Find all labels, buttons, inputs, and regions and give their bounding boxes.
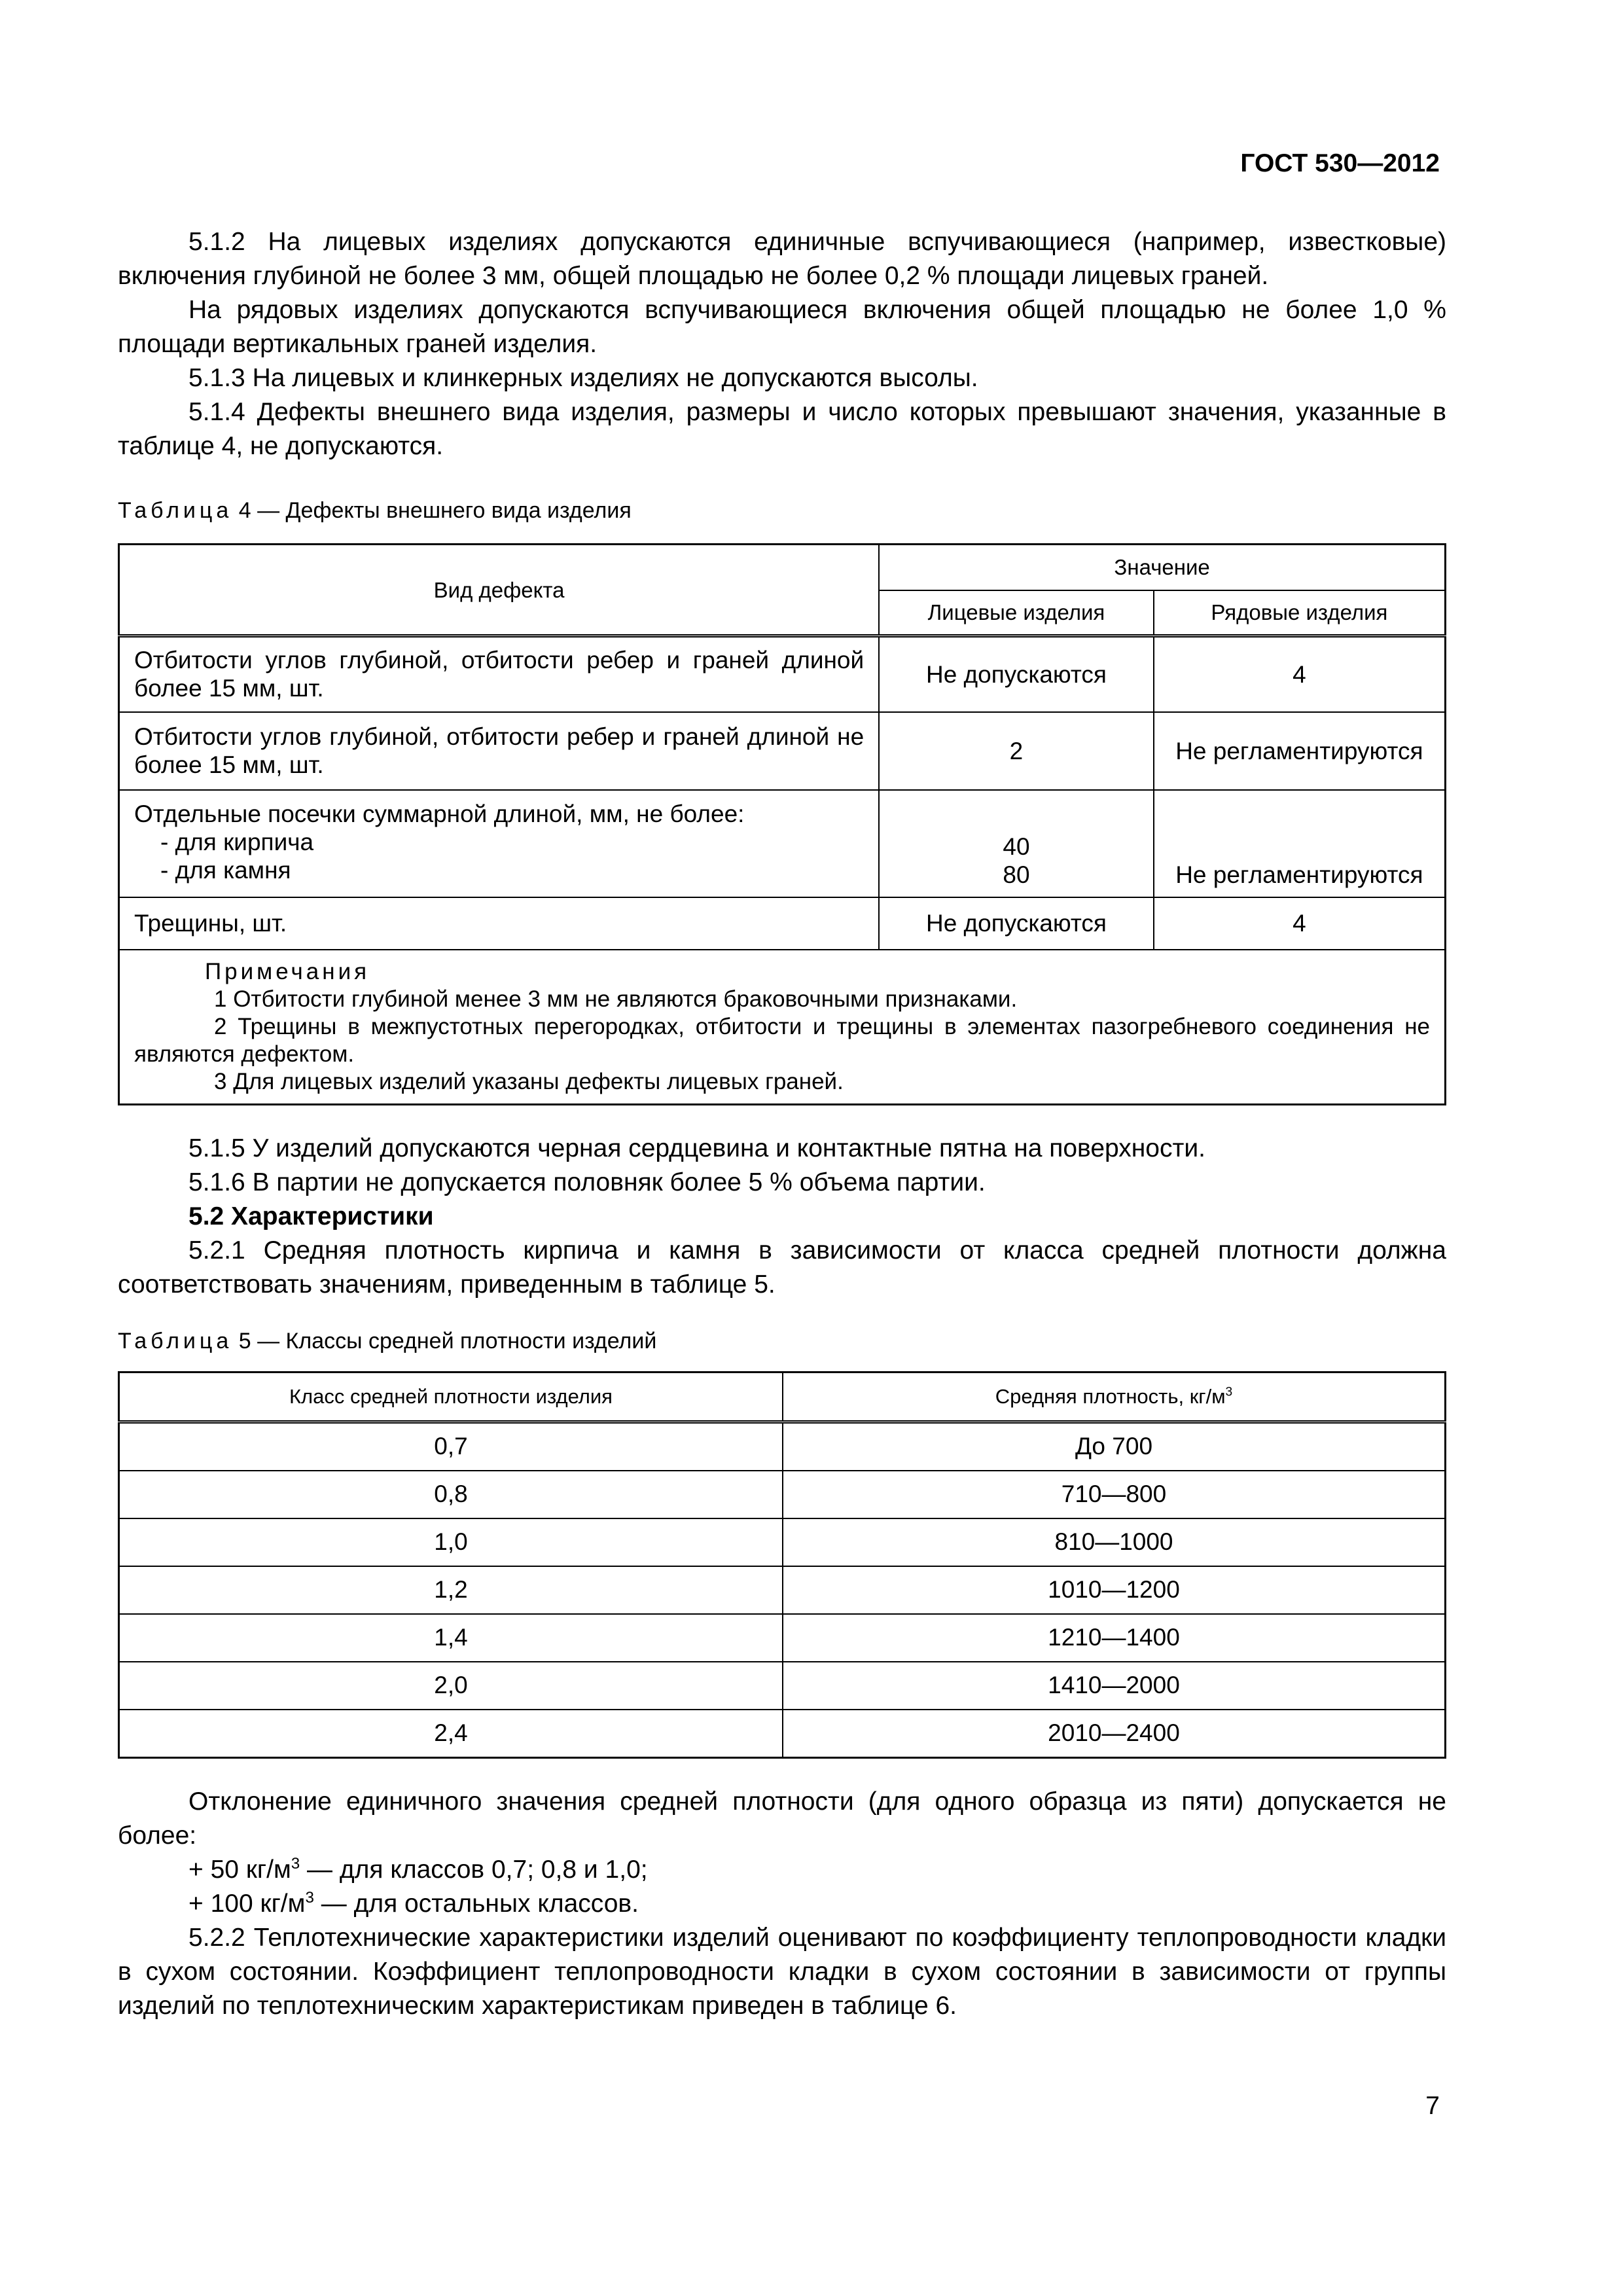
density-class-cell: 2,0	[119, 1662, 783, 1710]
table-4-caption	[118, 496, 1446, 525]
table-row	[119, 1471, 1446, 1518]
deviation-2-value: + 100 кг/м	[188, 1889, 306, 1918]
deviation-2-sup: 3	[305, 1888, 314, 1907]
table-4-caption-word: Таблица	[118, 498, 233, 523]
table-row	[119, 1566, 1446, 1614]
density-class-cell: 1,4	[119, 1614, 783, 1662]
deviation-item-1	[118, 1853, 1446, 1887]
paragraph-deviation: Отклонение единичного значения средней плотности (для одного образца из пяти) допускается не более:	[118, 1787, 1446, 1850]
table-row	[119, 1710, 1446, 1758]
document-code: ГОСТ 530—2012	[1240, 149, 1440, 177]
paragraph-5-1-3: 5.1.3 На лицевых и клинкерных изделиях не допускаются высолы.	[188, 364, 978, 392]
page-number: 7	[1425, 2092, 1440, 2120]
density-value-cell: 1210—1400	[783, 1614, 1446, 1662]
density-value-cell: 2010—2400	[783, 1710, 1446, 1758]
density-class-cell: 0,7	[119, 1422, 783, 1471]
deviation-1-value: + 50 кг/м	[188, 1855, 291, 1884]
table-row	[119, 1614, 1446, 1662]
deviation-1-sup: 3	[291, 1854, 300, 1873]
density-value-cell: До 700	[783, 1422, 1446, 1471]
table-row	[119, 712, 1446, 790]
table-row	[119, 1422, 1446, 1471]
paragraph-5-1-4: 5.1.4 Дефекты внешнего вида изделия, размеры и число которых превышают значения, указанные в таблице 4, не допускаются.	[118, 398, 1446, 460]
header-ordinary-products: Рядовые изделия	[1154, 590, 1446, 636]
table-5-density-classes	[118, 1371, 1446, 1759]
table-notes-row	[119, 950, 1446, 1105]
defect-description	[119, 790, 880, 897]
ordinary-value: 4	[1154, 636, 1446, 712]
note-2: 2 Трещины в межпустотных перегородках, отбитости и трещины в элементах пазогребневого соединения не являются дефектом.	[134, 1013, 1430, 1067]
table-notes	[119, 950, 1446, 1105]
face-value: Не допускаются	[879, 897, 1154, 950]
ordinary-value: Не регламентируются	[1154, 790, 1446, 897]
table-header-row	[119, 1372, 1446, 1422]
face-value: Не допускаются	[879, 636, 1154, 712]
notch-brick-value: 40	[1003, 833, 1030, 860]
table-4-defects	[118, 543, 1446, 1105]
header-density-class: Класс средней плотности изделия	[119, 1372, 783, 1422]
defect-description: Отбитости углов глубиной, отбитости ребер и граней длиной более 15 мм, шт.	[119, 636, 880, 712]
table-5-caption-word: Таблица	[118, 1328, 233, 1354]
table-4-caption-text: 4 — Дефекты внешнего вида изделия	[232, 498, 632, 523]
notes-title: Примечания	[205, 958, 370, 984]
table-5-caption-text: 5 — Классы средней плотности изделий	[232, 1328, 657, 1354]
header-defect-type: Вид дефекта	[119, 545, 880, 636]
table-row	[119, 1662, 1446, 1710]
header-average-density	[783, 1372, 1446, 1422]
notch-description: Отдельные посечки суммарной длиной, мм, не более:	[134, 800, 745, 827]
density-class-cell: 1,2	[119, 1566, 783, 1614]
note-1: 1 Отбитости глубиной менее 3 мм не являются браковочными признаками.	[214, 986, 1018, 1012]
defect-description: Отбитости углов глубиной, отбитости ребер и граней длиной не более 15 мм, шт.	[119, 712, 880, 790]
header-average-density-sup: 3	[1225, 1385, 1233, 1399]
density-value-cell: 810—1000	[783, 1518, 1446, 1566]
table-row	[119, 790, 1446, 897]
deviation-2-text: — для остальных классов.	[313, 1889, 639, 1918]
defect-description: Трещины, шт.	[119, 897, 880, 950]
face-value: 2	[879, 712, 1154, 790]
ordinary-value: 4	[1154, 897, 1446, 950]
deviation-item-2	[118, 1887, 1446, 1921]
paragraph-5-1-2: 5.1.2 На лицевых изделиях допускаются единичные вспучивающиеся (например, известковые) включения глубиной не более 3 мм, общей площадью не более 0,2 % площади лицевых граней.	[118, 228, 1446, 290]
paragraph-5-1-2-b: На рядовых изделиях допускаются вспучивающиеся включения общей площадью не более 1,0 % площади вертикальных граней изделия.	[118, 296, 1446, 358]
note-3: 3 Для лицевых изделий указаны дефекты лицевых граней.	[214, 1068, 844, 1094]
notch-stone-label: - для камня	[160, 856, 291, 884]
density-class-cell: 0,8	[119, 1471, 783, 1518]
face-value	[879, 790, 1154, 897]
page-content	[118, 225, 1446, 2023]
density-class-cell: 1,0	[119, 1518, 783, 1566]
paragraph-5-1-5: 5.1.5 У изделий допускаются черная сердцевина и контактные пятна на поверхности.	[188, 1134, 1205, 1162]
paragraph-5-2-1: 5.2.1 Средняя плотность кирпича и камня в зависимости от класса средней плотности должна соответствовать значениям, приведенным в таблице 5.	[118, 1236, 1446, 1299]
paragraph-5-1-6: 5.1.6 В партии не допускается половняк более 5 % объема партии.	[188, 1168, 986, 1196]
density-value-cell: 1410—2000	[783, 1662, 1446, 1710]
header-face-products: Лицевые изделия	[879, 590, 1154, 636]
header-value: Значение	[879, 545, 1445, 590]
paragraph-5-2-2: 5.2.2 Теплотехнические характеристики изделий оценивают по коэффициенту теплопроводности кладки в сухом состоянии. Коэффициент теплопроводности кладки в сухом состоянии в зависимости от группы изделий по теплотехническим характеристикам приведен в таблице 6.	[118, 1923, 1446, 2020]
ordinary-value: Не регламентируются	[1154, 712, 1446, 790]
deviation-1-text: — для классов 0,7; 0,8 и 1,0;	[300, 1855, 648, 1884]
table-row	[119, 897, 1446, 950]
notch-stone-value: 80	[1003, 861, 1030, 888]
section-5-2-heading: 5.2 Характеристики	[188, 1202, 434, 1230]
table-5-caption	[118, 1327, 1446, 1355]
density-class-cell: 2,4	[119, 1710, 783, 1758]
header-average-density-text: Средняя плотность, кг/м	[995, 1384, 1226, 1408]
density-value-cell: 710—800	[783, 1471, 1446, 1518]
density-value-cell: 1010—1200	[783, 1566, 1446, 1614]
table-row	[119, 1518, 1446, 1566]
table-row	[119, 636, 1446, 712]
notch-brick-label: - для кирпича	[160, 828, 314, 855]
